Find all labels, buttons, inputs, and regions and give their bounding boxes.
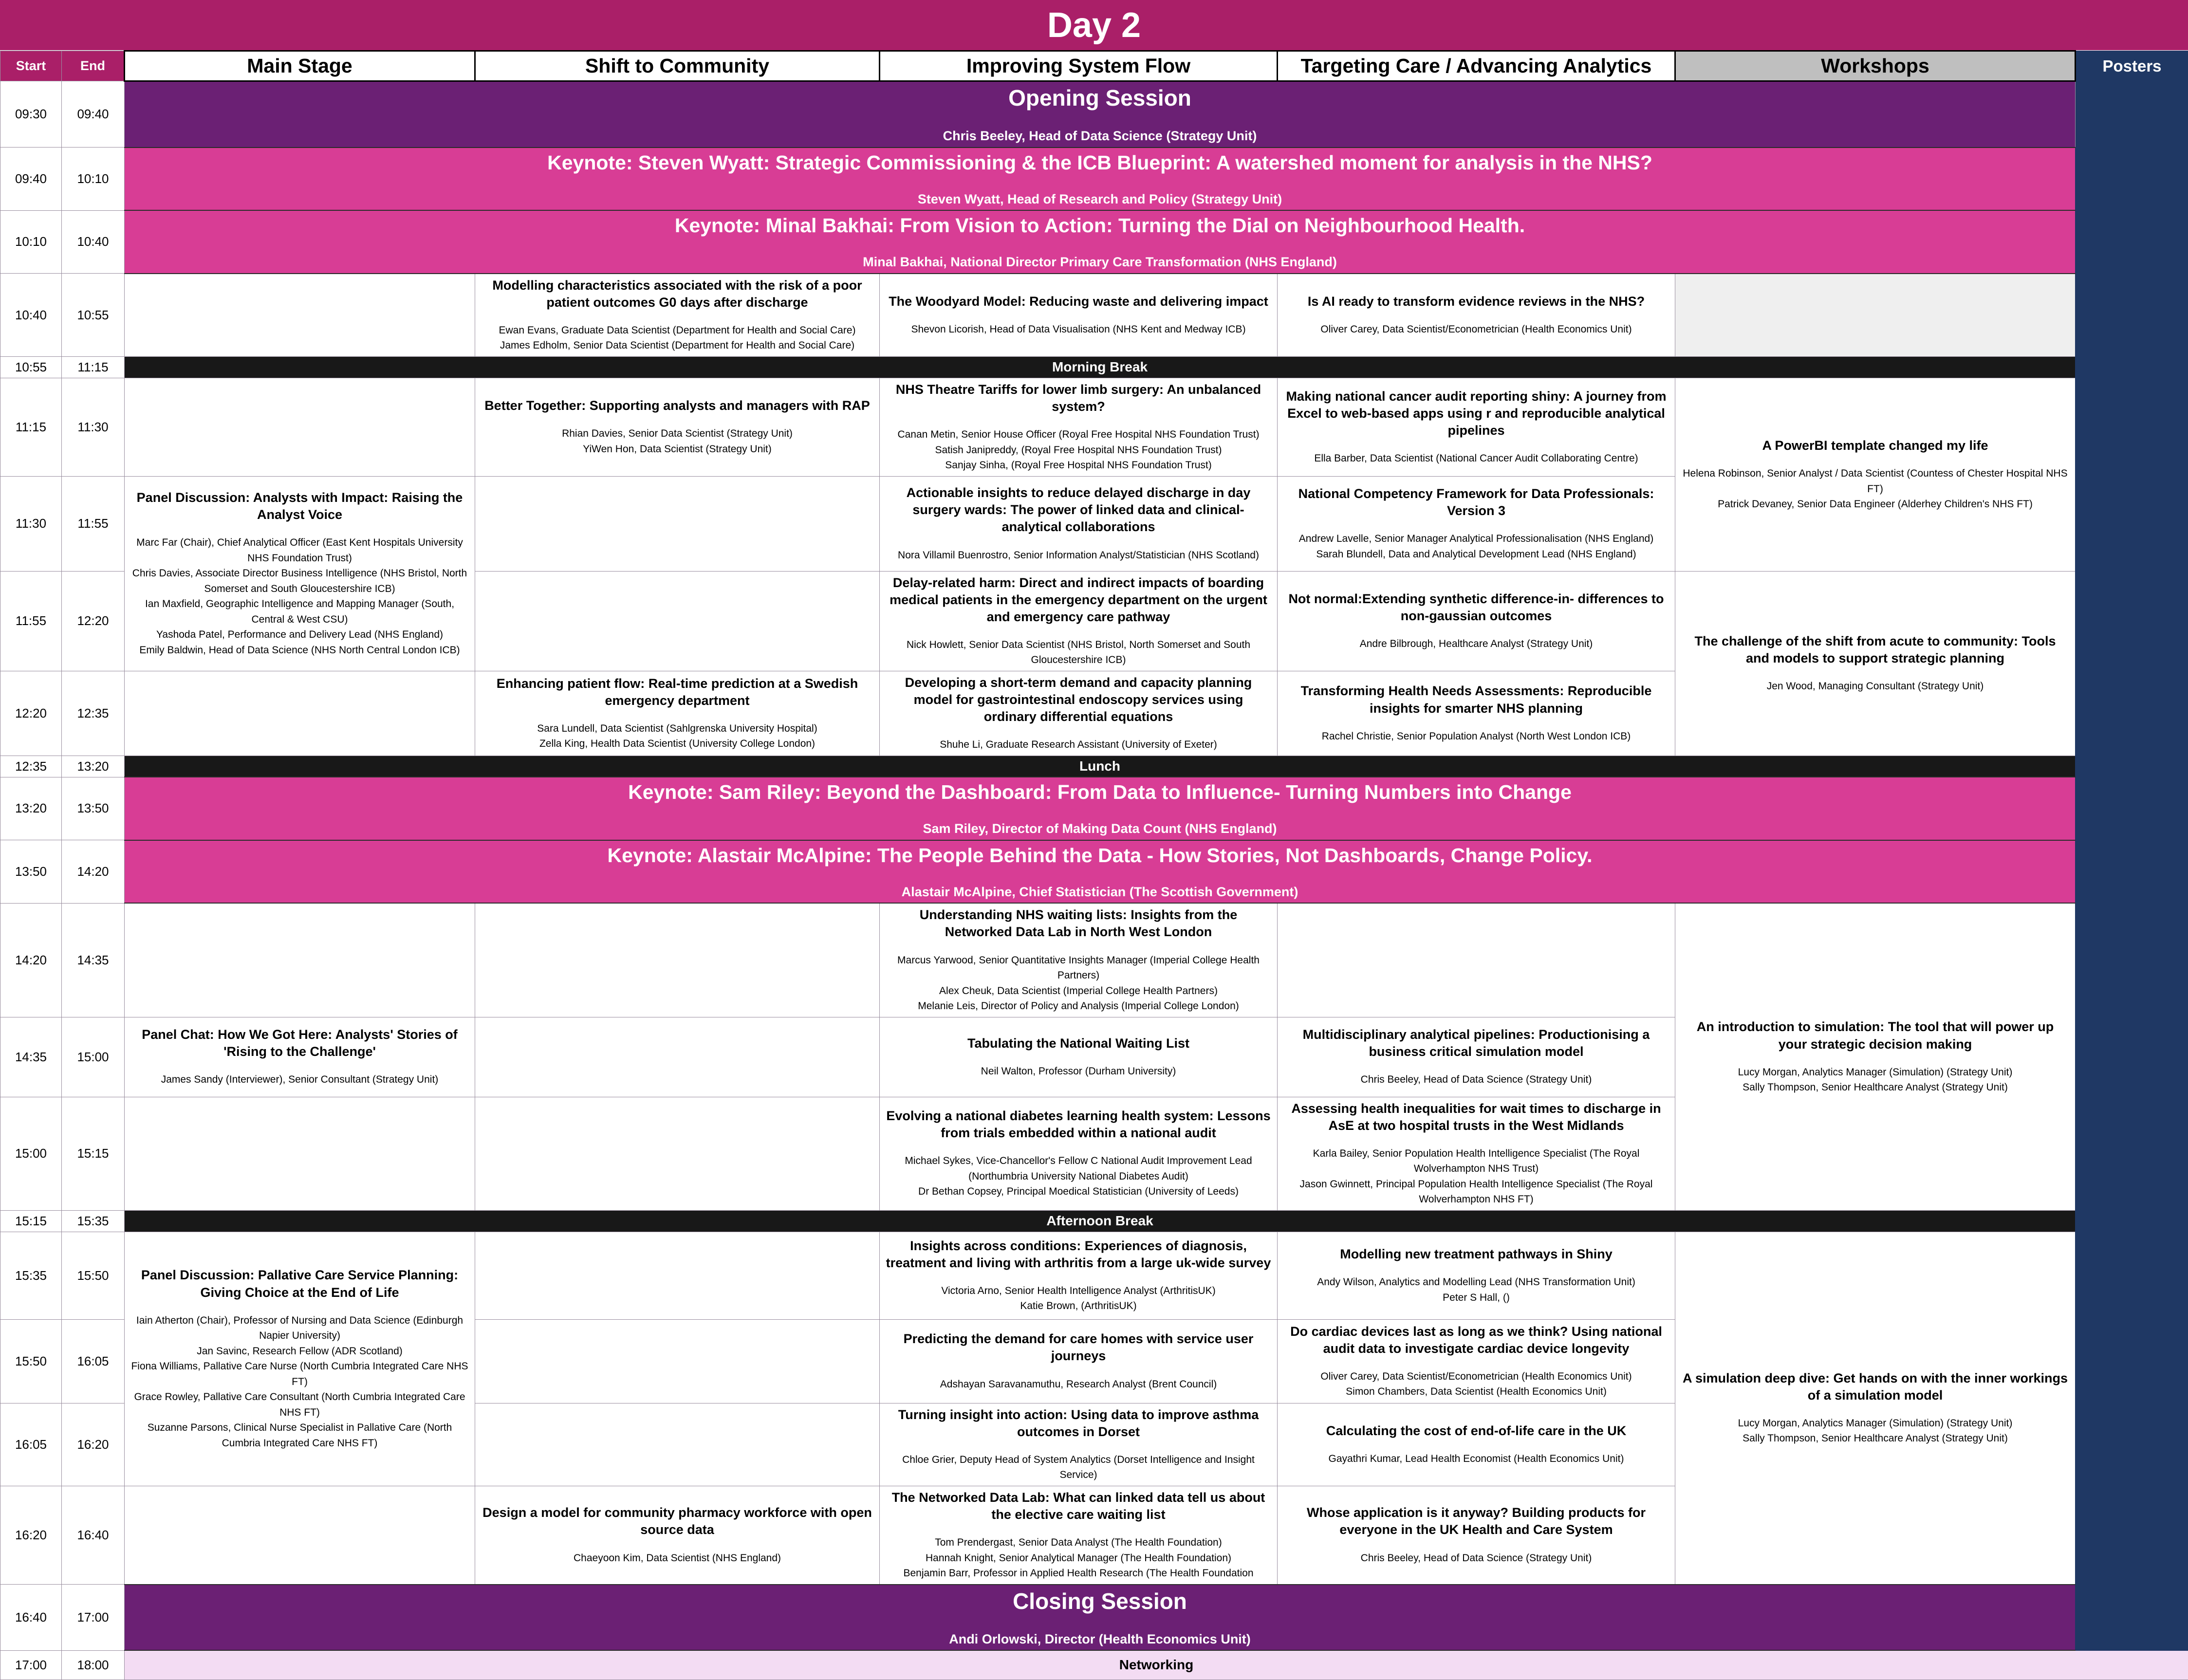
session-title: Actionable insights to reduce delayed discharge in day surgery wards: The power of linked data and clinical-analytical collaborations <box>886 484 1271 535</box>
header-main-stage: Main Stage <box>125 51 475 81</box>
session-title: Assessing health inequalities for wait times to discharge in AsE at two hospital trusts in the West Midlands <box>1283 1100 1669 1134</box>
session-speaker: Tom Prendergast, Senior Data Analyst (The Health Foundation) <box>886 1535 1271 1551</box>
session-title: NHS Theatre Tariffs for lower limb surgery: An unbalanced system? <box>886 381 1271 415</box>
session-speaker: Chris Beeley, Head of Data Science (Strategy Unit) <box>130 128 2069 144</box>
session-speaker: Chris Davies, Associate Director Business Intelligence (NHS Bristol, North Somerset and South Gloucestershire ICB) <box>130 566 469 596</box>
session-speaker: Lucy Morgan, Analytics Manager (Simulation) (Strategy Unit) <box>1681 1065 2069 1080</box>
session-panel-chat-how-we-got-here <box>125 1017 475 1097</box>
session-title: National Competency Framework for Data Professionals: Version 3 <box>1283 485 1669 519</box>
header-start: Start <box>0 51 62 81</box>
time-start: 13:20 <box>0 777 62 840</box>
session-treatment-pathways-shiny <box>1278 1232 1675 1319</box>
time-start: 10:55 <box>0 356 62 378</box>
session-enhancing-patient-flow <box>475 671 880 756</box>
session-title: Design a model for community pharmacy workforce with open source data <box>481 1504 873 1538</box>
session-speaker: Oliver Carey, Data Scientist/Econometrician (Health Economics Unit) <box>1283 322 1669 337</box>
session-speaker: Andrew Lavelle, Senior Manager Analytical Professionalisation (NHS England) <box>1283 531 1669 547</box>
session-speaker: Chloe Grier, Deputy Head of System Analytics (Dorset Intelligence and Insight Service) <box>886 1452 1271 1483</box>
session-speaker: Adshayan Saravanamuthu, Research Analyst (Brent Council) <box>886 1377 1271 1392</box>
time-end: 17:00 <box>62 1585 125 1651</box>
session-title: Modelling characteristics associated with the risk of a poor patient outcomes G0 days after discharge <box>481 277 873 311</box>
session-cardiac-device-longevity <box>1278 1319 1675 1403</box>
time-start: 13:50 <box>0 840 62 904</box>
session-speaker: Andre Bilbrough, Healthcare Analyst (Strategy Unit) <box>1283 636 1669 652</box>
session-title: Panel Discussion: Pallative Care Service Planning: Giving Choice at the End of Life <box>130 1267 469 1301</box>
time-end: 10:10 <box>62 148 125 211</box>
session-speaker: Shevon Licorish, Head of Data Visualisation (NHS Kent and Medway ICB) <box>886 322 1271 337</box>
afternoon-break-bar: Afternoon Break <box>125 1210 2076 1232</box>
session-community-pharmacy-workforce <box>475 1486 880 1584</box>
time-start: 15:35 <box>0 1232 62 1319</box>
empty-workshops-cell <box>1675 274 2076 357</box>
session-title: Keynote: Steven Wyatt: Strategic Commissioning & the ICB Blueprint: A watershed moment for analysis in the NHS? <box>130 151 2069 175</box>
row-1115 <box>0 378 2188 476</box>
time-end: 14:20 <box>62 840 125 904</box>
band-keynote-bakhai <box>125 210 2076 274</box>
session-tabulating-national-waiting-list <box>880 1017 1278 1097</box>
time-end: 11:15 <box>62 356 125 378</box>
session-speaker: Rachel Christie, Senior Population Analyst (North West London ICB) <box>1283 729 1669 744</box>
session-speaker: Chris Beeley, Head of Data Science (Strategy Unit) <box>1283 1551 1669 1566</box>
session-title: Turning insight into action: Using data to improve asthma outcomes in Dorset <box>886 1406 1271 1440</box>
time-end: 11:30 <box>62 378 125 476</box>
empty-cell <box>475 1319 880 1403</box>
session-title: Whose application is it anyway? Building products for everyone in the UK Health and Care System <box>1283 1504 1669 1538</box>
session-title: Keynote: Alastair McAlpine: The People Behind the Data - How Stories, Not Dashboards, Change Policy. <box>130 844 2069 868</box>
row-morning-break <box>0 356 2188 378</box>
row-1535 <box>0 1232 2188 1319</box>
session-speaker: Iain Atherton (Chair), Professor of Nursing and Data Science (Edinburgh Napier University) <box>130 1313 469 1344</box>
session-speaker: Jan Savinc, Research Fellow (ADR Scotland) <box>130 1344 469 1359</box>
session-title: Panel Chat: How We Got Here: Analysts' Stories of 'Rising to the Challenge' <box>130 1026 469 1060</box>
session-title: Transforming Health Needs Assessments: Reproducible insights for smarter NHS planning <box>1283 683 1669 717</box>
session-powerbi-template <box>1675 378 2076 571</box>
header-end: End <box>62 51 125 81</box>
session-title: Is AI ready to transform evidence reviews in the NHS? <box>1283 293 1669 310</box>
session-cancer-audit-shiny <box>1278 378 1675 476</box>
empty-cell <box>125 903 475 1017</box>
empty-cell <box>475 1232 880 1319</box>
time-start: 10:40 <box>0 274 62 357</box>
row-1320 <box>0 777 2188 840</box>
session-speaker: Karla Bailey, Senior Population Health Intelligence Specialist (The Royal Wolverhampton NHS Trust) <box>1283 1146 1669 1177</box>
session-end-of-life-cost <box>1278 1403 1675 1486</box>
session-simulation-deep-dive <box>1675 1232 2076 1584</box>
session-health-needs-assessments <box>1278 671 1675 756</box>
session-diabetes-learning-health-system <box>880 1097 1278 1210</box>
time-start: 15:50 <box>0 1319 62 1403</box>
session-title: Predicting the demand for care homes with service user journeys <box>886 1330 1271 1365</box>
time-end: 10:40 <box>62 210 125 274</box>
time-start: 12:20 <box>0 671 62 756</box>
session-speaker: Gayathri Kumar, Lead Health Economist (Health Economics Unit) <box>1283 1451 1669 1467</box>
session-speaker: Simon Chambers, Data Scientist (Health Economics Unit) <box>1283 1384 1669 1400</box>
time-end: 12:20 <box>62 571 125 671</box>
session-title: Calculating the cost of end-of-life care in the UK <box>1283 1422 1669 1440</box>
empty-cell <box>475 476 880 571</box>
session-speaker: Sally Thompson, Senior Healthcare Analyst (Strategy Unit) <box>1681 1080 2069 1095</box>
session-speaker: Grace Rowley, Pallative Care Consultant (North Cumbria Integrated Care NHS FT) <box>130 1389 469 1420</box>
header-posters: Posters <box>2076 51 2188 81</box>
session-not-normal <box>1278 571 1675 671</box>
session-speaker: James Sandy (Interviewer), Senior Consultant (Strategy Unit) <box>130 1072 469 1088</box>
session-title: Delay-related harm: Direct and indirect impacts of boarding medical patients in the emergency department on the urgent and emergency care pathway <box>886 574 1271 626</box>
session-speaker: Suzanne Parsons, Clinical Nurse Specialist in Pallative Care (North Cumbria Integrated Care NHS FT) <box>130 1420 469 1451</box>
time-end: 16:05 <box>62 1319 125 1403</box>
session-title: Modelling new treatment pathways in Shiny <box>1283 1246 1669 1263</box>
session-introduction-to-simulation <box>1675 903 2076 1210</box>
time-end: 15:15 <box>62 1097 125 1210</box>
session-ndl-elective-waiting-list <box>880 1486 1278 1584</box>
session-theatre-tariffs <box>880 378 1278 476</box>
header-targeting-care: Targeting Care / Advancing Analytics <box>1278 51 1675 81</box>
session-speaker: Michael Sykes, Vice-Chancellor's Fellow C National Audit Improvement Lead (Northumbria University National Diabetes Audit) <box>886 1153 1271 1184</box>
session-speaker: Nick Howlett, Senior Data Scientist (NHS Bristol, North Somerset and South Gloucestershire ICB) <box>886 637 1271 668</box>
time-end: 11:55 <box>62 476 125 571</box>
session-title: Insights across conditions: Experiences of diagnosis, treatment and living with arthritis from a large uk-wide survey <box>886 1237 1271 1272</box>
session-speaker: Alex Cheuk, Data Scientist (Imperial College Health Partners) <box>886 983 1271 999</box>
session-modelling-characteristics <box>475 274 880 357</box>
empty-cell <box>475 1097 880 1210</box>
session-title: Developing a short-term demand and capacity planning model for gastrointestinal endoscopy services using ordinary differential equations <box>886 674 1271 725</box>
session-title: Understanding NHS waiting lists: Insights from the Networked Data Lab in North West London <box>886 906 1271 941</box>
session-speaker: Zella King, Health Data Scientist (University College London) <box>481 736 873 752</box>
session-title: A PowerBI template changed my life <box>1681 437 2069 454</box>
session-speaker: Neil Walton, Professor (Durham University) <box>886 1064 1271 1079</box>
session-ai-evidence-reviews <box>1278 274 1675 357</box>
session-speaker: Peter S Hall, () <box>1283 1290 1669 1306</box>
empty-cell <box>475 903 880 1017</box>
empty-cell <box>475 1403 880 1486</box>
band-keynote-riley <box>125 777 2076 840</box>
time-start: 14:35 <box>0 1017 62 1097</box>
session-title: Closing Session <box>130 1588 2069 1615</box>
time-start: 16:05 <box>0 1403 62 1486</box>
session-speaker: Emily Baldwin, Head of Data Science (NHS North Central London ICB) <box>130 643 469 658</box>
schedule-table <box>0 50 2188 1680</box>
session-health-inequalities-ae <box>1278 1097 1675 1210</box>
session-speaker: Sanjay Sinha, (Royal Free Hospital NHS Foundation Trust) <box>886 458 1271 473</box>
session-speaker: Fiona Williams, Pallative Care Nurse (North Cumbria Integrated Care NHS FT) <box>130 1359 469 1389</box>
time-end: 18:00 <box>62 1650 125 1680</box>
session-title: Not normal:Extending synthetic difference-in- differences to non-gaussian outcomes <box>1283 591 1669 625</box>
session-speaker: Katie Brown, (ArthritisUK) <box>886 1298 1271 1314</box>
time-end: 14:35 <box>62 903 125 1017</box>
session-woodyard-model <box>880 274 1278 357</box>
time-end: 09:40 <box>62 81 125 148</box>
empty-cell <box>125 274 475 357</box>
session-title: Keynote: Sam Riley: Beyond the Dashboard: From Data to Influence- Turning Numbers into Change <box>130 780 2069 804</box>
session-endoscopy-planning-model <box>880 671 1278 756</box>
band-keynote-wyatt <box>125 148 2076 211</box>
empty-cell <box>125 671 475 756</box>
session-title: Evolving a national diabetes learning health system: Lessons from trials embedded within a national audit <box>886 1108 1271 1142</box>
session-whose-application <box>1278 1486 1675 1584</box>
row-1010 <box>0 210 2188 274</box>
time-start: 09:30 <box>0 81 62 148</box>
band-closing-session <box>125 1585 2076 1651</box>
session-title: The Networked Data Lab: What can linked data tell us about the elective care waiting list <box>886 1489 1271 1523</box>
time-end: 16:20 <box>62 1403 125 1486</box>
session-speaker: Ewan Evans, Graduate Data Scientist (Department for Health and Social Care) <box>481 323 873 338</box>
session-better-together <box>475 378 880 476</box>
session-competency-framework <box>1278 476 1675 571</box>
row-afternoon-break <box>0 1210 2188 1232</box>
session-title: A simulation deep dive: Get hands on with the inner workings of a simulation model <box>1681 1370 2069 1404</box>
session-title: Making national cancer audit reporting shiny: A journey from Excel to web-based apps using r and reproducible analytical pipelines <box>1283 388 1669 439</box>
day-banner-title: Day 2 <box>1047 5 1141 45</box>
time-end: 10:55 <box>62 274 125 357</box>
time-end: 15:35 <box>62 1210 125 1232</box>
session-title: Keynote: Minal Bakhai: From Vision to Action: Turning the Dial on Neighbourhood Health. <box>130 214 2069 238</box>
time-start: 16:20 <box>0 1486 62 1584</box>
time-start: 12:35 <box>0 756 62 777</box>
empty-cell <box>125 378 475 476</box>
session-speaker: Alastair McAlpine, Chief Statistician (The Scottish Government) <box>130 884 2069 900</box>
session-speaker: James Edholm, Senior Data Scientist (Department for Health and Social Care) <box>481 338 873 353</box>
session-title: Enhancing patient flow: Real-time prediction at a Swedish emergency department <box>481 675 873 709</box>
row-1350 <box>0 840 2188 904</box>
row-1420 <box>0 903 2188 1017</box>
session-actionable-insights <box>880 476 1278 571</box>
session-title: Opening Session <box>130 85 2069 111</box>
session-speaker: Nora Villamil Buenrostro, Senior Information Analyst/Statistician (NHS Scotland) <box>886 548 1271 563</box>
session-delay-related-harm <box>880 571 1278 671</box>
session-speaker: Satish Janipreddy, (Royal Free Hospital NHS Foundation Trust) <box>886 443 1271 458</box>
session-speaker: Minal Bakhai, National Director Primary Care Transformation (NHS England) <box>130 254 2069 270</box>
row-1040 <box>0 274 2188 357</box>
empty-cell <box>1278 903 1675 1017</box>
time-end: 13:20 <box>62 756 125 777</box>
time-end: 12:35 <box>62 671 125 756</box>
networking-bar: Networking <box>125 1650 2188 1680</box>
session-panel-analysts-with-impact <box>125 476 475 671</box>
time-start: 15:00 <box>0 1097 62 1210</box>
time-start: 16:40 <box>0 1585 62 1651</box>
header-shift-to-community: Shift to Community <box>475 51 880 81</box>
empty-cell <box>125 1097 475 1210</box>
session-title: The challenge of the shift from acute to community: Tools and models to support strategic planning <box>1681 633 2069 667</box>
session-ndl-north-west-london <box>880 903 1278 1017</box>
session-speaker: Sally Thompson, Senior Healthcare Analyst (Strategy Unit) <box>1681 1431 2069 1446</box>
session-speaker: Yashoda Patel, Performance and Delivery Lead (NHS England) <box>130 627 469 643</box>
session-title: The Woodyard Model: Reducing waste and delivering impact <box>886 293 1271 310</box>
session-speaker: Andy Wilson, Analytics and Modelling Lead (NHS Transformation Unit) <box>1283 1274 1669 1290</box>
session-title: Better Together: Supporting analysts and managers with RAP <box>481 397 873 414</box>
session-speaker: Victoria Arno, Senior Health Intelligence Analyst (ArthritisUK) <box>886 1283 1271 1299</box>
time-end: 15:50 <box>62 1232 125 1319</box>
session-speaker: Lucy Morgan, Analytics Manager (Simulation) (Strategy Unit) <box>1681 1416 2069 1431</box>
session-speaker: Helena Robinson, Senior Analyst / Data Scientist (Countess of Chester Hospital NHS FT) <box>1681 466 2069 497</box>
row-lunch <box>0 756 2188 777</box>
session-speaker: Benjamin Barr, Professor in Applied Health Research (The Health Foundation <box>886 1566 1271 1581</box>
session-speaker: Jen Wood, Managing Consultant (Strategy Unit) <box>1681 679 2069 694</box>
time-end: 16:40 <box>62 1486 125 1584</box>
session-speaker: Dr Bethan Copsey, Principal Moedical Statistician (University of Leeds) <box>886 1184 1271 1200</box>
time-start: 17:00 <box>0 1650 62 1680</box>
session-speaker: Chaeyoon Kim, Data Scientist (NHS England) <box>481 1551 873 1566</box>
header-row <box>0 51 2188 81</box>
session-asthma-outcomes-dorset <box>880 1403 1278 1486</box>
time-end: 15:00 <box>62 1017 125 1097</box>
session-title: An introduction to simulation: The tool that will power up your strategic decision making <box>1681 1018 2069 1052</box>
session-title: Do cardiac devices last as long as we think? Using national audit data to investigate cardiac device longevity <box>1283 1323 1669 1357</box>
session-speaker: Oliver Carey, Data Scientist/Econometrician (Health Economics Unit) <box>1283 1369 1669 1385</box>
time-start: 09:40 <box>0 148 62 211</box>
session-shift-acute-to-community <box>1675 571 2076 756</box>
session-speaker: Melanie Leis, Director of Policy and Analysis (Imperial College London) <box>886 998 1271 1014</box>
time-start: 11:55 <box>0 571 62 671</box>
band-opening-session <box>125 81 2076 148</box>
session-speaker: Marcus Yarwood, Senior Quantitative Insights Manager (Imperial College Health Partners) <box>886 953 1271 983</box>
row-0930 <box>0 81 2188 148</box>
session-speaker: Sarah Blundell, Data and Analytical Development Lead (NHS England) <box>1283 547 1669 562</box>
session-speaker: Jason Gwinnett, Principal Population Health Intelligence Specialist (The Royal Wolverhampton NHS FT) <box>1283 1177 1669 1207</box>
session-speaker: YiWen Hon, Data Scientist (Strategy Unit) <box>481 442 873 457</box>
session-speaker: Sara Lundell, Data Scientist (Sahlgrenska University Hospital) <box>481 721 873 737</box>
row-networking <box>0 1650 2188 1680</box>
session-arthritis-survey <box>880 1232 1278 1319</box>
empty-cell <box>475 571 880 671</box>
session-care-homes-demand <box>880 1319 1278 1403</box>
header-workshops: Workshops <box>1675 51 2076 81</box>
time-start: 15:15 <box>0 1210 62 1232</box>
time-start: 10:10 <box>0 210 62 274</box>
session-multidisciplinary-pipelines <box>1278 1017 1675 1097</box>
session-title: Multidisciplinary analytical pipelines: Productionising a business critical simulation model <box>1283 1026 1669 1060</box>
session-speaker: Ian Maxfield, Geographic Intelligence and Mapping Manager (South, Central & West CSU) <box>130 596 469 627</box>
session-speaker: Sam Riley, Director of Making Data Count (NHS England) <box>130 821 2069 836</box>
day-banner <box>0 0 2188 50</box>
session-panel-palliative-care <box>125 1232 475 1486</box>
empty-cell <box>125 1486 475 1584</box>
session-title: Panel Discussion: Analysts with Impact: Raising the Analyst Voice <box>130 489 469 523</box>
session-speaker: Chris Beeley, Head of Data Science (Strategy Unit) <box>1283 1072 1669 1088</box>
session-speaker: Patrick Devaney, Senior Data Engineer (Alderhey Children's NHS FT) <box>1681 497 2069 512</box>
session-speaker: Ella Barber, Data Scientist (National Cancer Audit Collaborating Centre) <box>1283 451 1669 466</box>
row-1640 <box>0 1585 2188 1651</box>
session-speaker: Rhian Davies, Senior Data Scientist (Strategy Unit) <box>481 426 873 442</box>
time-start: 11:15 <box>0 378 62 476</box>
time-start: 14:20 <box>0 903 62 1017</box>
session-speaker: Andi Orlowski, Director (Health Economics Unit) <box>130 1631 2069 1647</box>
posters-column <box>2076 81 2188 1651</box>
lunch-bar: Lunch <box>125 756 2076 777</box>
time-end: 13:50 <box>62 777 125 840</box>
morning-break-bar: Morning Break <box>125 356 2076 378</box>
row-0940 <box>0 148 2188 211</box>
header-improving-system-flow: Improving System Flow <box>880 51 1278 81</box>
time-start: 11:30 <box>0 476 62 571</box>
session-speaker: Canan Metin, Senior House Officer (Royal Free Hospital NHS Foundation Trust) <box>886 427 1271 443</box>
session-title: Tabulating the National Waiting List <box>886 1035 1271 1052</box>
session-speaker: Shuhe Li, Graduate Research Assistant (University of Exeter) <box>886 737 1271 753</box>
session-speaker: Hannah Knight, Senior Analytical Manager (The Health Foundation) <box>886 1551 1271 1566</box>
session-speaker: Steven Wyatt, Head of Research and Policy (Strategy Unit) <box>130 191 2069 207</box>
empty-cell <box>475 1017 880 1097</box>
session-speaker: Marc Far (Chair), Chief Analytical Officer (East Kent Hospitals University NHS Foundation Trust) <box>130 535 469 566</box>
band-keynote-mcalpine <box>125 840 2076 904</box>
